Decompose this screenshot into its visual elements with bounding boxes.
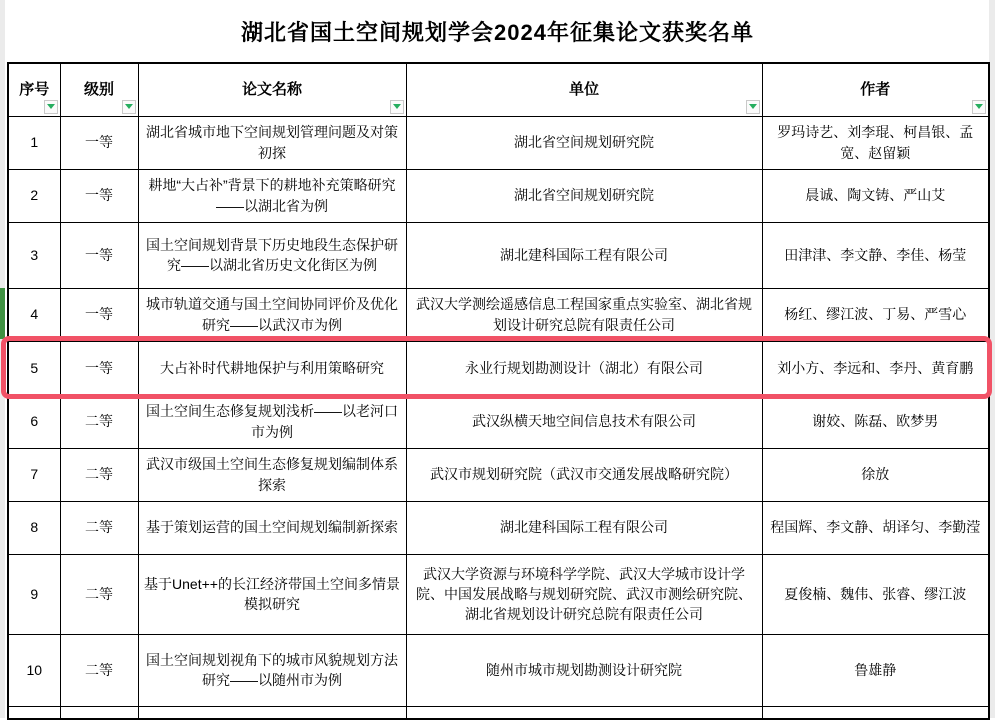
table-row — [8, 222, 989, 288]
cell-empty[interactable] — [138, 706, 406, 719]
cell-no[interactable]: 4 — [8, 288, 60, 341]
cell-level[interactable]: 二等 — [60, 634, 138, 706]
cell-organization[interactable]: 湖北省空间规划研究院 — [406, 169, 762, 222]
cell-level[interactable]: 二等 — [60, 395, 138, 448]
cell-authors[interactable]: 杨红、缪江波、丁易、严雪心 — [762, 288, 989, 341]
cell-authors[interactable]: 程国辉、李文静、胡译匀、李勤滢 — [762, 501, 989, 554]
cell-authors[interactable]: 罗玛诗艺、刘李琨、柯昌银、孟宽、赵留颖 — [762, 116, 989, 169]
header-authors[interactable] — [762, 63, 989, 116]
cell-empty[interactable] — [60, 706, 138, 719]
row-selection-marker — [0, 288, 5, 339]
cell-level[interactable]: 二等 — [60, 554, 138, 634]
cell-authors[interactable]: 谢姣、陈磊、欧梦男 — [762, 395, 989, 448]
cell-authors[interactable]: 晨诚、陶文铸、严山艾 — [762, 169, 989, 222]
cell-organization[interactable]: 永业行规划勘测设计（湖北）有限公司 — [406, 341, 762, 395]
filter-button-no[interactable] — [44, 100, 58, 114]
cell-authors[interactable]: 夏俊楠、魏伟、张睿、缪江波 — [762, 554, 989, 634]
left-edge-strip — [0, 0, 5, 718]
cell-no[interactable]: 2 — [8, 169, 60, 222]
cell-paper-title[interactable]: 国土空间规划视角下的城市风貌规划方法研究——以随州市为例 — [138, 634, 406, 706]
cell-paper-title[interactable]: 国土空间生态修复规划浅析——以老河口市为例 — [138, 395, 406, 448]
cell-organization[interactable]: 湖北建科国际工程有限公司 — [406, 222, 762, 288]
cell-empty[interactable] — [8, 706, 60, 719]
cell-authors[interactable]: 徐放 — [762, 448, 989, 501]
filter-dropdown-icon — [393, 104, 401, 109]
table-row — [8, 634, 989, 706]
cell-no[interactable]: 7 — [8, 448, 60, 501]
cell-organization[interactable]: 武汉纵横天地空间信息技术有限公司 — [406, 395, 762, 448]
table-row — [8, 554, 989, 634]
cell-paper-title[interactable]: 基于策划运营的国土空间规划编制新探索 — [138, 501, 406, 554]
filter-button-org[interactable] — [746, 100, 760, 114]
table-row — [8, 288, 989, 341]
header-level[interactable] — [60, 63, 138, 116]
cell-organization[interactable]: 武汉大学测绘遥感信息工程国家重点实验室、湖北省规划设计研究总院有限责任公司 — [406, 288, 762, 341]
header-no-label: 序号 — [19, 80, 50, 98]
cell-no[interactable]: 9 — [8, 554, 60, 634]
cell-no[interactable]: 1 — [8, 116, 60, 169]
cell-organization[interactable]: 随州市城市规划勘测设计研究院 — [406, 634, 762, 706]
cell-paper-title[interactable]: 基于Unet++的长江经济带国土空间多情景模拟研究 — [138, 554, 406, 634]
cell-organization[interactable]: 武汉市规划研究院（武汉市交通发展战略研究院） — [406, 448, 762, 501]
title-bar — [7, 0, 988, 62]
cell-paper-title[interactable]: 大占补时代耕地保护与利用策略研究 — [138, 341, 406, 395]
table-row — [8, 448, 989, 501]
cell-no[interactable]: 3 — [8, 222, 60, 288]
page-title: 湖北省国土空间规划学会2024年征集论文获奖名单 — [241, 19, 754, 45]
cell-level[interactable]: 一等 — [60, 169, 138, 222]
cell-authors[interactable]: 田津津、李文静、李佳、杨莹 — [762, 222, 989, 288]
cell-no[interactable]: 5 — [8, 341, 60, 395]
filter-dropdown-icon — [749, 104, 757, 109]
cell-paper-title[interactable]: 城市轨道交通与国土空间协同评价及优化研究——以武汉市为例 — [138, 288, 406, 341]
cell-organization[interactable]: 湖北省空间规划研究院 — [406, 116, 762, 169]
cell-authors[interactable]: 鲁雄静 — [762, 634, 989, 706]
cell-paper-title[interactable]: 湖北省城市地下空间规划管理问题及对策初探 — [138, 116, 406, 169]
cell-level[interactable]: 一等 — [60, 288, 138, 341]
table-row — [8, 395, 989, 448]
header-row — [8, 63, 989, 116]
cell-level[interactable]: 一等 — [60, 116, 138, 169]
filter-button-authors[interactable] — [972, 100, 986, 114]
cell-organization[interactable]: 湖北建科国际工程有限公司 — [406, 501, 762, 554]
filter-button-level[interactable] — [122, 100, 136, 114]
cell-organization[interactable]: 武汉大学资源与环境科学学院、武汉大学城市设计学院、中国发展战略与规划研究院、武汉市测绘研究院、湖北省规划设计研究总院有限责任公司 — [406, 554, 762, 634]
header-title[interactable] — [138, 63, 406, 116]
filter-dropdown-icon — [125, 104, 133, 109]
header-level-label: 级别 — [83, 80, 114, 98]
cell-no[interactable]: 8 — [8, 501, 60, 554]
cell-no[interactable]: 6 — [8, 395, 60, 448]
table-row-partial — [8, 706, 989, 719]
header-authors-label: 作者 — [860, 80, 891, 98]
table-row — [8, 169, 989, 222]
cell-level[interactable]: 二等 — [60, 448, 138, 501]
header-org[interactable] — [406, 63, 762, 116]
cell-paper-title[interactable]: 国土空间规划背景下历史地段生态保护研究——以湖北省历史文化街区为例 — [138, 222, 406, 288]
filter-button-title[interactable] — [390, 100, 404, 114]
cell-paper-title[interactable]: 武汉市级国土空间生态修复规划编制体系探索 — [138, 448, 406, 501]
table-row-highlighted — [8, 341, 989, 395]
cell-empty[interactable] — [762, 706, 989, 719]
cell-level[interactable]: 二等 — [60, 501, 138, 554]
cell-authors[interactable]: 刘小方、李远和、李丹、黄育鹏 — [762, 341, 989, 395]
filter-dropdown-icon — [47, 104, 55, 109]
header-title-label: 论文名称 — [241, 80, 302, 98]
cell-level[interactable]: 一等 — [60, 341, 138, 395]
header-no[interactable] — [8, 63, 60, 116]
cell-level[interactable]: 一等 — [60, 222, 138, 288]
filter-dropdown-icon — [975, 104, 983, 109]
table-row — [8, 116, 989, 169]
awards-table — [7, 62, 990, 720]
cell-paper-title[interactable]: 耕地“大占补”背景下的耕地补充策略研究——以湖北省为例 — [138, 169, 406, 222]
header-org-label: 单位 — [568, 80, 599, 98]
cell-empty[interactable] — [406, 706, 762, 719]
cell-no[interactable]: 10 — [8, 634, 60, 706]
table-row — [8, 501, 989, 554]
